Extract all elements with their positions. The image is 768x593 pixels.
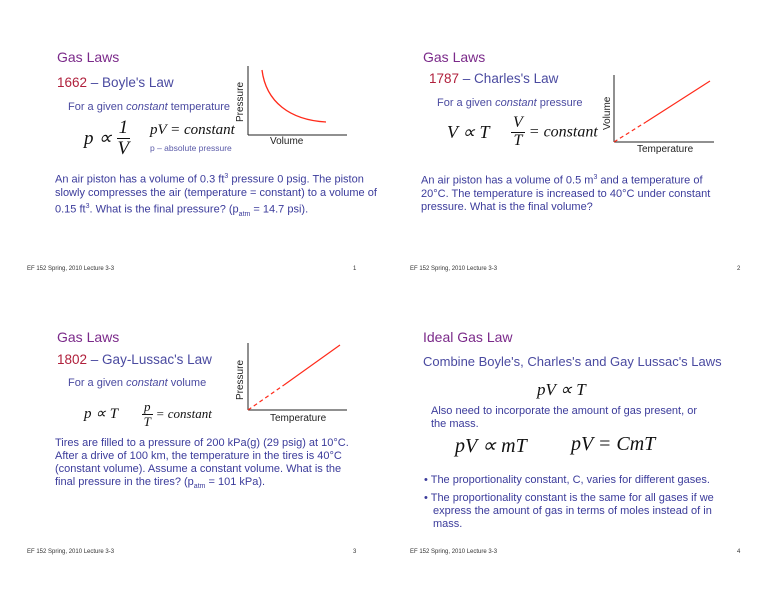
law-heading: [57, 352, 212, 367]
y-axis-label: Volume: [602, 96, 613, 130]
problem-part: = 14.7 psi).: [250, 203, 309, 216]
slide-footer: EF 152 Spring, 2010 Lecture 3-3: [27, 549, 115, 555]
slide-footer: EF 152 Spring, 2010 Lecture 3-3: [410, 266, 498, 272]
y-axis-label: Pressure: [235, 81, 246, 122]
formula-proportional: p ∝ T: [84, 406, 119, 422]
page-number: 4: [737, 549, 741, 555]
problem-part: . What is the final pressure? (p: [89, 203, 239, 216]
superscript: 3: [593, 174, 598, 181]
formula-numerator: V: [513, 114, 523, 131]
charles-graph: [606, 72, 718, 148]
bullet-text: The proportionality constant, C, varies for different gases.: [430, 474, 710, 486]
formula-rhs: = constant: [528, 123, 598, 141]
subscript: atm: [193, 483, 206, 491]
problem-part: pressure 0 psig. The piston slowly compresses the air (temperature = constant) to a volume of 0.15 ft: [55, 173, 377, 216]
law-name: – Boyle's Law: [87, 75, 174, 90]
formula-proportional: V ∝ T: [447, 122, 490, 142]
law-year: 1787: [429, 71, 460, 86]
bullet-text: The proportionality constant is the same for all gases if we express the amount of gas in terms of moles instead of in mass.: [430, 492, 714, 530]
law-year: 1662: [57, 75, 88, 90]
boyle-graph: [240, 62, 350, 142]
extrapolated-line: [248, 385, 284, 410]
problem-part: and a temperature of 20°C. The temperature is increased to 40°C under constant pressure. What is the final volume?: [421, 174, 711, 213]
page-number: 1: [353, 266, 357, 272]
mass-text: Also need to incorporate the amount of gas present, or the mass.: [431, 405, 697, 430]
x-axis-label: Temperature: [637, 144, 694, 155]
pressure-temperature-line: [284, 345, 340, 385]
slide-title: Gas Laws: [57, 49, 120, 65]
condition-pre: For a given: [68, 101, 127, 113]
formula-numerator: p: [144, 399, 151, 414]
formula-rhs: = constant: [155, 406, 212, 422]
superscript: 3: [224, 173, 229, 180]
bullet-item: • The proportionality constant is the same for all gases if we express the amount of gas in terms of moles instead of in mass.: [424, 492, 714, 530]
problem-text: [55, 437, 355, 493]
condition-em: constant: [495, 97, 537, 109]
formula-pv-mt: pV ∝ mT: [455, 435, 527, 457]
page-number: 2: [737, 266, 741, 272]
superscript: 3: [85, 202, 90, 210]
formula-numerator: 1: [118, 117, 129, 138]
condition-post: pressure: [536, 97, 583, 109]
condition-pre: For a given: [68, 377, 127, 389]
condition-text: [68, 377, 206, 389]
problem-part: An air piston has a volume of 0.5 m: [421, 174, 594, 187]
formula-pv-cmt: pV = CmT: [571, 433, 656, 455]
condition-pre: For a given: [437, 97, 496, 109]
law-heading: [57, 75, 174, 90]
formula-lhs: p ∝: [84, 127, 112, 149]
formula-denominator: T: [143, 413, 151, 429]
extrapolated-line: [614, 122, 646, 142]
condition-text: [68, 101, 230, 113]
slide-subtitle: Combine Boyle's, Charles's and Gay Lussac's Laws: [423, 354, 722, 369]
condition-em: constant: [126, 377, 168, 389]
problem-text: [55, 170, 380, 221]
slide-title: Gas Laws: [57, 329, 120, 345]
subscript: atm: [238, 210, 251, 218]
slide-title: Gas Laws: [423, 49, 486, 65]
volume-temperature-line: [646, 81, 710, 122]
condition-text: [437, 97, 583, 109]
y-axis-label: Pressure: [235, 359, 246, 400]
formula-denominator: V: [117, 137, 130, 159]
formula-constant: [511, 115, 598, 150]
slide-footer: EF 152 Spring, 2010 Lecture 3-3: [410, 549, 498, 555]
condition-em: constant: [126, 101, 168, 113]
condition-post: volume: [167, 377, 207, 389]
formula-constant: [142, 400, 212, 428]
formula-constant: pV = constant: [150, 122, 235, 138]
x-axis-label: Volume: [270, 136, 304, 147]
condition-post: temperature: [167, 101, 231, 113]
formula-pv-t: pV ∝ T: [537, 380, 586, 399]
law-heading: [429, 71, 558, 86]
problem-part: = 101 kPa).: [205, 476, 266, 488]
problem-text: [421, 171, 721, 214]
formula-denominator: T: [513, 131, 523, 149]
law-year: 1802: [57, 352, 88, 367]
slide-title: Ideal Gas Law: [423, 329, 513, 345]
x-axis-label: Temperature: [270, 413, 327, 424]
law-name: – Gay-Lussac's Law: [87, 352, 212, 367]
bullet-item: • The proportionality constant, C, varies for different gases.: [424, 474, 710, 486]
gay-lussac-graph: [240, 340, 350, 416]
law-name: – Charles's Law: [459, 71, 559, 86]
formula-proportional: [84, 118, 130, 159]
pressure-volume-curve: [262, 70, 326, 122]
formula-note: p – absolute pressure: [150, 143, 232, 153]
problem-part: Tires are filled to a pressure of 200 kPa(g) (29 psig) at 10°C. After a drive of 100 km, the temperature in the tires is 40°C (constant volume). Assume a constant volume. What is the final pressure in the tires? (p: [55, 437, 349, 488]
slide-footer: EF 152 Spring, 2010 Lecture 3-3: [27, 266, 115, 272]
problem-part: An air piston has a volume of 0.3 ft: [55, 173, 225, 186]
page-number: 3: [353, 549, 357, 555]
